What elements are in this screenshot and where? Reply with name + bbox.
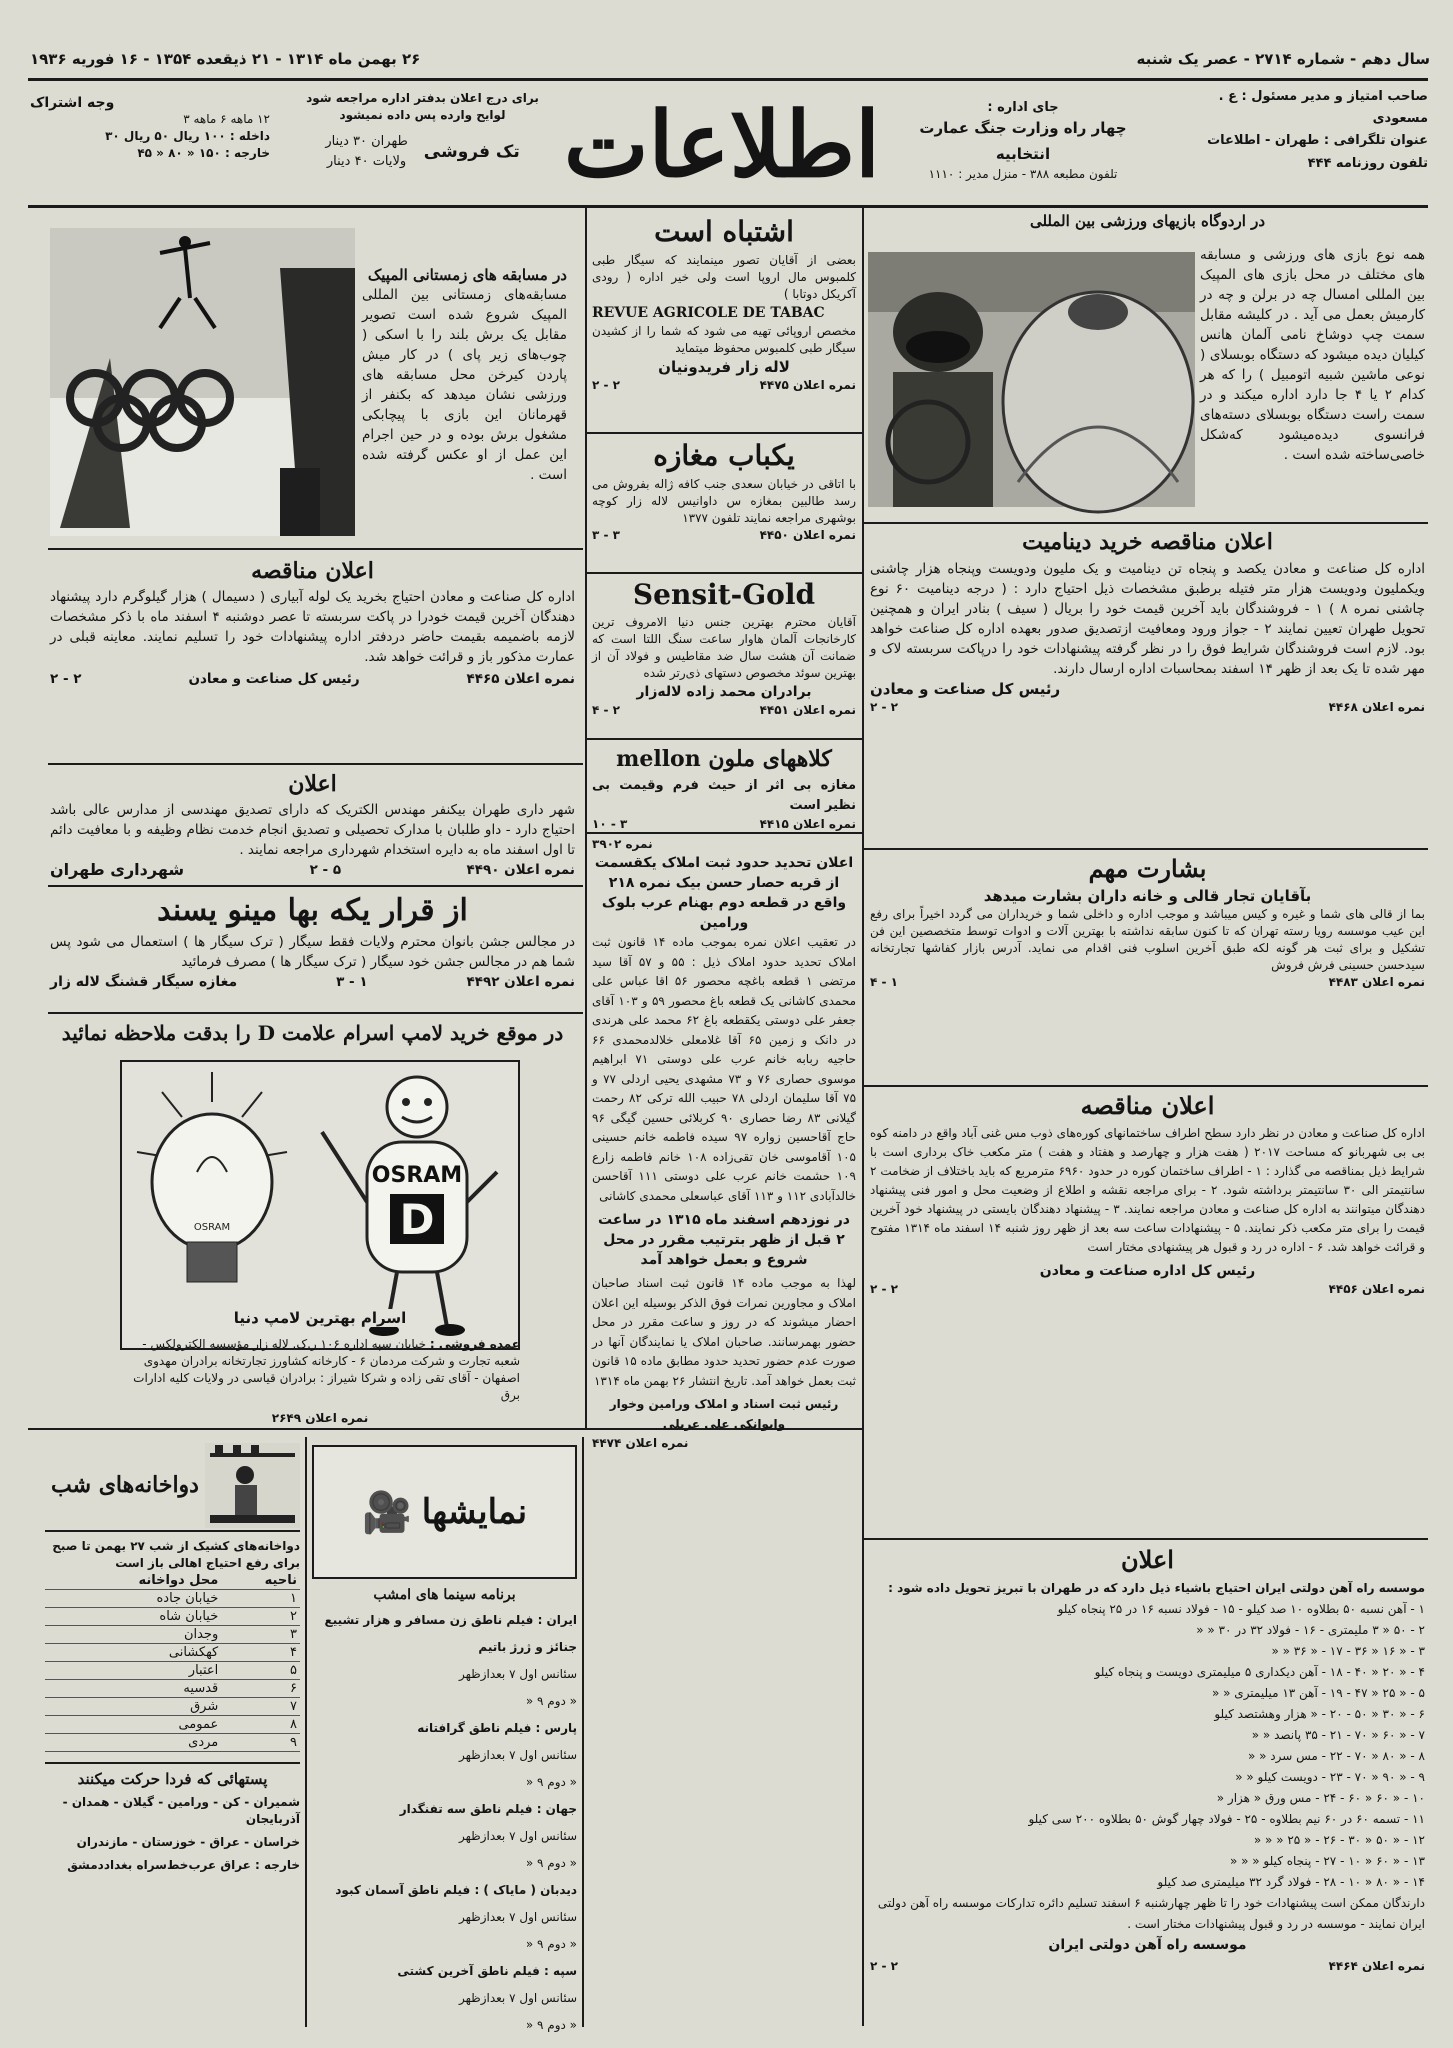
sensit-run: ۲ - ۴ [592,703,620,717]
list-item: ۱۲ - « ۵۰ « ۳۰ - ۲۶ - « ۲۵ « « « [1253,1833,1425,1847]
table-row: ۵ اعتبار [45,1662,300,1680]
boundary-signer: رئیس ثبت اسناد و املاک ورامین وخوار وایوانکی علی عربلی [609,1397,839,1431]
list-item: ۱۱ - تسمه ۶۰ در ۶۰ نیم بطلاوه - ۲۵ - فولاد چهار گوش ۵۰ بطلاوه ۲۰۰ سی کیلو [1028,1812,1425,1826]
list-item: ۸ - « ۸۰ « ۷۰ - ۲۲ - مس سرد « « [1247,1749,1425,1763]
masthead-owner-block [1163,86,1428,206]
mistake-body: بعضی از آقایان تصور مینمایند که سیگار طبی کلمبوس مال اروپا است ولی خیر اداره ( رودی آکریکل دوتابا ) [592,253,856,301]
tender-left-ad-no: نمره اعلان ۴۴۶۵ [466,671,575,687]
cinema-box [312,1445,577,2032]
price-provinces: ولایات ۴۰ دینار [326,154,407,169]
mistake-run: ۲ - ۲ [592,378,620,392]
masthead-title [563,88,880,206]
cigar-body: در مجالس جشن بانوان محترم ولایات فقط سیگار ( ترک سیگار ها ) استعمال می شود پس شما هم در مجالس جشن خود سیگار ( ترک سیگار ها ) مصرف فرمائید [50,934,575,970]
railway-run: ۲ - ۲ [870,1959,898,1973]
list-item: ۴ - « ۲۰ « ۴۰ - ۱۸ - آهن دیکداری ۵ میلیمتری دویست و پنجاه کیلو [1094,1665,1425,1679]
dynamite-ad-no: نمره اعلان ۴۴۶۸ [1328,700,1425,714]
municipality-body: شهر داری طهران بیکنفر مهندس الکتریک که دارای تصدیق مهندسی از مدارس عالی باشد احتیاج دارد - داو طلبان با مدارک تحصیلی و تصدیق انجام خدمت نظام وظیفه و با معافیت دائم تا اول اسفند ماه به دایره استخدام شهرداری مراجعه نمایند . [50,802,575,858]
table-row: ۷ شرق [45,1698,300,1716]
boundary-number: نمره ۳۹۰۲ [592,837,653,851]
sensit-signer: برادران محمد زاده لاله‌زار [636,684,812,700]
sensit-body: آقایان محترم بهترین جنس دنیا الامروف ترین کارخانجات آلمان هاوار ساعت سنگ اللتا است که ضمانت آن هشت سال ضد مقاطیس و فولاد آن از بهترین سوئد مخصوص دستهای ذی‌رتر شده [592,615,856,680]
subs-domestic: داخله : ۱۰۰ ریال ۵۰ ریال ۳۰ [105,129,270,143]
good-news-ad-no: نمره اعلان ۴۴۸۳ [1328,975,1425,989]
tender-left-title: اعلان مناقصه [251,558,374,584]
lamp-label: OSRAM [193,1222,231,1233]
subscription-box [30,95,270,205]
masthead-office-block [893,100,1153,190]
mellon-title: کلاههای ملون mellon [616,746,832,772]
list-item: ۱ - آهن نسبه ۵۰ بطلاوه ۱۰ صد کیلو - ۱۵ - فولاد نسبه ۱۶ در ۲۵ پنجاه کیلو [1057,1602,1425,1616]
post-line-2: خراسان - عراق - خوزستان - مازندران [76,1835,300,1849]
osram-ad [50,1018,575,1428]
list-item: ۱۰ - « ۶۰ « ۶۰ - ۲۴ - مس ورق « هزار « [1216,1791,1425,1805]
tender-right-ad-no: نمره اعلان ۴۴۵۶ [1328,1282,1425,1296]
subs-title: وجه اشتراک [30,95,115,111]
osram-dealer-body: خیابان سپه اداره ۱۰۶ ر.ک. لاله زار مؤسسه الکترولکس - شعبه تجارت و شرکت مردمان ۶ - کارخانه کشاورز تجارتخانه برادران مهدوی اصفهان - آقای تقی زاده و شرکا شیراز : برادران قیاسی در ولایات کلیه ادارات برق [133,1337,520,1402]
mellon-ad [592,742,856,832]
list-item: ۷ - « ۶۰ « ۷۰ - ۲۱ - ۳۵ پانصد « « [1251,1728,1425,1742]
phone-daily: تلفون روزنامه ۴۴۴ [1307,156,1428,171]
date-line: ۲۶ بهمن ماه ۱۳۱۴ - ۲۱ ذیقعده ۱۳۵۴ - ۱۶ فوریه ۱۹۳۶ [30,50,421,68]
ski-jump-photo [50,228,355,536]
osram-brand: OSRAM [371,1163,463,1188]
issue-line: سال دهم - شماره ۲۷۱۴ - عصر یک شنبه [1136,50,1430,68]
railway-ad [870,1542,1425,2027]
cigar-ad-no: نمره اعلان ۴۴۹۲ [466,974,575,990]
list-item: ۵ - « ۲۵ « ۴۷ - ۱۹ - آهن ۱۳ میلیمتری « « [1211,1686,1425,1700]
office-label: جای اداره : [987,100,1059,115]
osram-letter: D [399,1195,435,1244]
mistake-body2: مخصص اروپائی تهیه می شود که شما را از کشیدن سیگار طبی کلمبوس محفوظ میتماید [592,324,856,355]
tender-right-signer: رئیس کل اداره صناعت و معادن [1039,1263,1256,1279]
film-camera-icon: 🎥 [361,1489,412,1536]
good-news-run: ۱ - ۴ [870,975,898,989]
list-item: ۱۳ - « ۶۰ « ۱۰ - ۲۷ - پنجاه کیلو « « « [1229,1854,1425,1868]
list-item: ۱۴ - « ۸۰ « ۱۰ - ۲۸ - فولاد گرد ۳۲ میلیمتری صد کیلو [1157,1875,1425,1889]
ads-notice: برای درج اعلان بدفتر اداره مراجعه شود [306,91,539,105]
mistake-signer: لاله زار فریدونیان [658,358,790,376]
osram-headline: در موقع خرید لامپ اسرام علامت D را بدقت ملاحظه نمائید [61,1021,564,1045]
tender-right-run: ۲ - ۲ [870,1282,898,1296]
telegraph: عنوان تلگرافی : طهران - اطلاعات [1207,133,1428,148]
boundary-notice [592,836,856,2026]
table-row: ۸ عمومی [45,1716,300,1734]
dynamite-tender [870,525,1425,845]
letters-notice: لوایح وارده پس داده نمیشود [339,108,506,122]
tender-right-title: اعلان مناقصه [1080,1091,1215,1120]
single-sale-label: تک فروشی [423,142,520,162]
pharmacy-title: دواخانه‌های شب [51,1472,199,1498]
subs-foreign: خارجه : ۱۵۰ « ۸۰ « ۴۵ [137,146,270,160]
good-news-subtitle: بآقایان تجار قالی و خانه داران بشارت میدهد [983,887,1312,905]
bobsled-body: همه نوع بازی های ورزشی و مسابقه های مختلف در محل بازی های المپیک بین المللی امسال چه در برلن و چه در کارمیش بعمل می آید . در کلیشه مقابل سمت چپ دوشاخ نامی آلمان هانس کیلیان دیده میشود که دستگاه بوبسلای ( نوعی ماشین شبیه اتومبیل ) را که هر کدام ۲ یا ۴ جا دارد اداره میکند و در سمت راست دستگاه بوبسلای دسته‌های فرانسوی دیده‌میشود که‌شکل خاصی‌ساخته شده است . [1200,247,1426,463]
office-phones: تلفون مطبعه ۳۸۸ - منزل مدیر : ۱۱۱۰ [928,167,1118,181]
cigar-signer: مغازه سیگار قشنگ لاله زار [50,974,238,990]
osram-dealers [120,1336,520,1406]
good-news-ad [870,852,1425,1082]
masthead-prices [285,90,560,205]
mellon-body: مغازه بی اثر از حیث فرم وقیمت بی نظیر است [592,778,856,813]
cigar-title: از قرار یکه بها مینو یسند [157,893,468,928]
shop-ad [592,436,856,571]
pharmacist-illustration [205,1443,300,1528]
good-news-body: بما از قالی های شما و غیره و کیس میباشد و موجب اداره و داخلی شما و خریداران می گردد اخیراً برای رفع این عیب موسسه رویا رسته تهران که تا کنون سابقه نداشته با بهترین آلات و ادوات توسط متخصصین این فن تشکیل و برای ثبت هر گونه لکه طبق آخرین اسلوب فنی اقدام می نماید. آدرس بازار کفاشها تجارتخانه سیدحسن حسینی فرش فروش [870,907,1425,972]
railway-intro: موسسه راه آهن دولتی ایران احتیاج باشیاء ذیل دارد که در طهران با تبریز تحویل داده شود : [888,1581,1425,1595]
newspaper-title: اطلاعات [563,92,880,198]
shop-title: یکباب مغازه [653,439,795,472]
osram-ad-no: نمره اعلان ۲۶۴۹ [271,1411,369,1425]
price-tehran: طهران ۳۰ دینار [325,134,408,149]
osram-illustration [120,1060,520,1350]
list-item: ۶ - « ۳۰ « ۵۰ - ۲۰ - « هزار وهشتصد کیلو [1214,1707,1425,1721]
mistake-title: اشتباه است [654,215,794,248]
dynamite-title: اعلان مناقصه خرید دینامیت [1022,529,1273,555]
list-item: ۳ - « ۱۶ « ۳۶ - ۱۷ - « ۳۶ « « [1271,1644,1425,1658]
shop-run: ۳ - ۳ [592,528,620,542]
olympics-body: مسابقه‌های زمستانی بین المللی المپیک شروع شده است تصویر مقابل یک برش بلند را با اسکی ( چوب‌های زیر پای ) در کار میش پاردن کیرخن محل مسابقه های ورزشی نشان میدهد که بکنفر از قهرمانان این بازی با پیچابکی مشغول برش بوده و در حین اجرام این عمل از او عکس گرفته شده است . [362,287,567,483]
subs-header: ۱۲ ماهه ۶ ماهه ۳ [183,112,270,126]
cigar-run: ۱ - ۳ [336,974,368,990]
osram-tagline-wrap [120,1308,520,1327]
tender-left-signer: رئیس کل صناعت و معادن [188,671,360,687]
railway-title: اعلان [1121,1545,1174,1574]
table-row: ۶ قدسیه [45,1680,300,1698]
municipality-ad [50,768,575,883]
osram-dealer-title: عمده فروشی : [429,1337,520,1351]
bobsled-story [1200,245,1425,510]
dynamite-signer: رئیس کل صناعت و معادن [870,680,1061,698]
mellon-run: ۳ - ۱۰ [592,817,628,831]
dynamite-run: ۲ - ۲ [870,700,898,714]
mistake-ad-no: نمره اعلان ۴۴۷۵ [759,378,856,392]
boundary-title: اعلان تحدید حدود ثبت املاک یکقسمت از قریه حصار حسن بیک نمره ۲۱۸ واقع در قطعه دوم بهنام عرب بلوک ورامین [594,855,854,931]
tender-right [870,1088,1425,1538]
tender-right-body: اداره کل صناعت و معادن در نظر دارد سطح اطراف ساختمانهای کوره‌های ذوب مس غنی آباد واقع در دامنه کوه بی بی شهربانو که مساحت ۲۰۱۷ ( هفت هزار و چهارصد و هفتاد و هفت ) متر مکعب خاک برداری است با شرایط ذیل بمناقصه می گذارد : ۱ - اطراف ساختمان کوره در حدود ۶۹۶۰ مترمربع که باید باختلاف از ضخامت ۲ سانتیمتر الی ۳۰ سانتیمتر برداشته شود. ۲ - برای مراجعه نقشه و اطلاع از وضعیت محل و امور فنی پیشنهاد دهندگان میتوانند به اداره کل صناعت و معادن مراجعه نمایند. ۳ - پیشنهاد دهندگان بایستی در پیشنهاد خود آخرین قیمت را برای متر مکعب ذکر نمایند. ۵ - پیشنهادات ساعت سه بعد از ظهر روز شنبه ۱۴ اسفند ماه ۱۳۱۴ مفتوح و قرائت خواهد شد. ۶ - اداره در رد و قبول هر پیشنهادی مختار است [870,1126,1426,1254]
tender-left [50,555,575,760]
owner: صاحب امتیاز و مدیر مسئول : ع . مسعودی [1218,89,1428,126]
railway-items [870,1599,1425,1893]
pharmacy-header-zone: ناحیه [221,1572,300,1590]
municipality-signer: شهرداری طهران [50,860,185,879]
table-row: ۱ خیابان جاده [45,1590,300,1608]
table-row: ۲ خیابان شاه [45,1608,300,1626]
pharmacy-box [45,1440,300,2020]
tender-left-body: اداره کل صناعت و معادن احتیاج بخرید یک لوله آبیاری ( دسیمال ) هزار گیلوگرم دارد پیشنهاد دهندگان آخرین قیمت خودرا در پاکت سربسته تا عصر دوشنبه ۴ اسفند ماه با ذکر مشخصات لازمه باضمیمه بقیمت حاضر دردفتر اداره پیشنهادات خود را تسلیم نمایند. معاینه قبلی در عمارت مذکور باز و قرائت خواهد شد. [50,589,575,665]
boundary-session: در نوزدهم اسفند ماه ۱۳۱۵ در ساعت ۲ قبل از ظهر بترتیب مقرر در محل شروع و بعمل خواهد آمد [598,1212,850,1268]
boundary-ad-no: نمره اعلان ۴۴۷۴ [592,1436,689,1450]
pharmacy-table [45,1572,300,1752]
sensit-ad-no: نمره اعلان ۴۴۵۱ [759,703,856,717]
cigar-ad [50,890,575,1010]
olympics-title: در مسابقه های زمستانی المپیک [367,266,567,284]
railway-signer: موسسه راه آهن دولتی ایران [1048,1937,1247,1953]
municipality-title: اعلان [288,771,337,797]
post-line-1: شمیران - کن - ورامین - گیلان - همدان - آذربایجان [62,1795,300,1826]
dynamite-body: اداره کل صناعت و معادن یکصد و پنجاه تن دینامیت و یک ملیون ودویست وپنجاه هزار چاشنی ویکملیون ودویست هزار متر فتیله برطبق مشخصات ذیل احتیاج دارد : ( درجه دینامیت ۶۰ نوع چاشنی نمره ۸ ) ۱ - فروشندگان باید آخرین قیمت خود را بریال ( سیف ) بنادر ایران و همچنین تحویل طهران تعیین نمایند ۲ - جواز ورود ومعافیت ازتصدیق صدور بعهده اداره کل صناعت خواهد بود. لازم است فروشندگان شرایط فوق را در نظر گرفته پیشنهادات خود را درپاکت سربسته لاک و مهر شده تا یک بعد از ظهر ۱۴ اسفند بمحاسبات اداره ارسال دارند. [870,561,1425,677]
table-row: ۹ مردی [45,1734,300,1752]
cinema-banner: نمایشها [421,1492,528,1532]
list-item: ۹ - « ۹۰ « ۷۰ - ۲۳ - دویست کیلو « « [1235,1770,1425,1784]
shop-ad-no: نمره اعلان ۴۴۵۰ [759,528,856,542]
bobsled-title: در اردوگاه بازیهای ورزشی بین المللی [1029,212,1266,230]
pharmacy-intro: دواخانه‌های کشیک از شب ۲۷ بهمن تا صبح برای رفع احتیاج اهالی باز است [52,1539,300,1570]
railway-note: دارندگان ممکن است پیشنهادات خود را تا ظهر چهارشنبه ۶ اسفند تسلیم دائره تدارکات موسسه راه آهن دولتی ایران نمایند - موسسه در رد و قبول پیشنهادات مختار است . [877,1896,1425,1931]
post-title: پستهائی که فردا حرکت میکنند [77,1770,268,1788]
olympics-story [362,265,567,530]
office-address: چهار راه وزارت جنگ عمارت انتخابیه [919,119,1127,163]
mistake-ad [592,212,856,432]
tender-left-run: ۲ - ۲ [50,671,82,687]
mellon-ad-no: نمره اعلان ۴۴۱۵ [759,817,856,831]
table-row: ۴ کهکشانی [45,1644,300,1662]
municipality-run: ۵ - ۲ [309,862,342,878]
pharmacy-header-place: محل دواخانه [45,1572,221,1590]
boundary-body2: لهذا به موجب ماده ۱۴ قانون ثبت اسناد صاحبان املاک و مجاورین نمرات فوق الذکر بوسیله این اعلان احضار میشوند که در روز و ساعت مقرر در محل حضور بهمرسانند. صاحبان املاک یا نمایندگان آنها در صورت عدم حضور تحدید حدود مطابق ماده ۱۵ قانون ثبت بعمل خواهد آمد. تاریخ انتشار ۲۶ بهمن ماه ۱۳۱۴ [592,1276,856,1388]
masthead-top-line [30,50,1430,78]
mistake-latin: REVUE AGRICOLE DE TABAC [592,305,825,321]
shop-body: با اتاقی در خیابان سعدی جنب کافه ژاله بفروش می رسد طالبین بمغازه س داوانیس لاله زار کوچه بوشهری مراجعه نمایند تلفون ۱۳۷۷ [592,477,856,525]
municipality-ad-no: نمره اعلان ۴۴۹۰ [466,862,575,878]
boundary-body: در تعقیب اعلان نمره بموجب ماده ۱۴ قانون ثبت املاک تحدید حدود املاک ذیل : ۵۵ و ۵۷ آقا سید مرتضی ۱ قطعه باغچه محصور ۵۶ اقا عباس علی محمدی کاشانی یک قطعه باغ محصور ۵۹ و ۱۰۳ آقای جعفر علی دوستی یکقطعه باغ ۶۲ محمد علی هرندی در دانک و زمین ۶۵ آقا غلامعلی خلالدمحمدی ۶۶ حاجیه ربابه خانم عرب علی دوستی ۷۱ ابراهیم موسوی حصاری ۷۶ و ۷۳ مشهدی یحیی اردلی ۷۷ و ۷۵ آقا سلیمان اردلی ۷۸ حبیب الله ترکی ۸۲ رحمت گیلانی ۸۳ رضا حصاری ۹۰ کربلائی حسین گیگی ۹۶ حاج آقاحسین زواره ۹۷ سیده فاطمه خانم حسینی ۱۰۵ آقاموسی خان تقی‌زاده ۱۰۸ خانم فاطمه زارع ۱۰۹ حشمت خانم عرب علی دوستی ۱۱۱ آقاحسن خالدآبادی ۱۱۲ و ۱۱۳ آقای عباسعلی محمدی کاشانی [592,935,857,1203]
cinema-program: ایران : فیلم ناطق زن مسافر و هزار تشییع جنائز و ژرژ باتیم سئانس اول ۷ بعدازظهر « دوم ۹ « پارس : فیلم ناطق گرافتانه سئانس اول ۷ بعدازظهر « دوم ۹ « جهان : فیلم ناطق سه تفنگدار سئانس اول ۷ بعدازظهر « دوم ۹ « دیدبان ( مایاک ) : فیلم ناطق آسمان کبود سئانس اول ۷ بعدازظهر « دوم ۹ « سپه : فیلم ناطق آخرین کشتی سئانس اول ۷ بعدازظهر « دوم ۹ « [324,1613,577,2032]
post-line-3: خارجه : عراق عرب‌خط‌سراه بغداد‌دمشق [67,1858,300,1872]
cinema-title: برنامه سینما های امشب [373,1587,516,1603]
bobsled-photo [868,252,1195,507]
sensit-ad [592,576,856,736]
sensit-title: Sensit-Gold [632,578,816,611]
good-news-title: بشارت مهم [1088,854,1207,883]
osram-tagline: اسرام بهترین لامپ دنیا [233,1309,407,1327]
table-row: ۳ وجدان [45,1626,300,1644]
railway-ad-no: نمره اعلان ۴۴۶۴ [1328,1959,1425,1973]
list-item: ۲ - ۵۰ « ۳ ملیمتری - ۱۶ - فولاد ۳۲ در ۳۰ « « [1196,1623,1425,1637]
